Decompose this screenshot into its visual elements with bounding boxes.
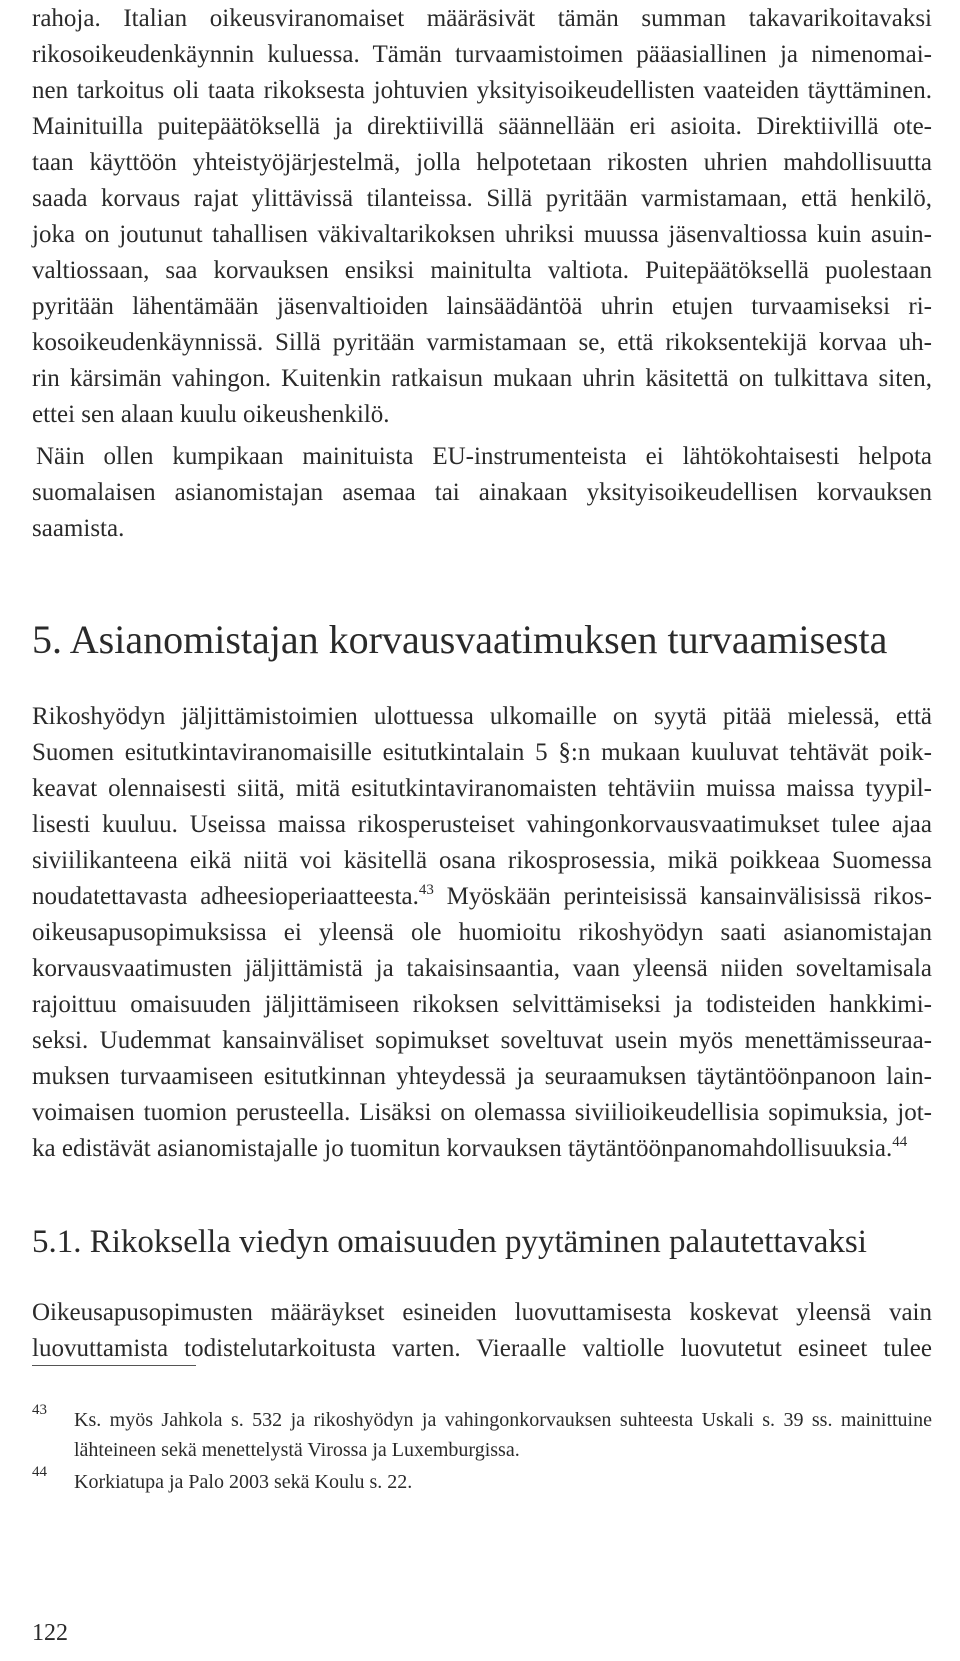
- footnote-number: 44: [32, 1464, 47, 1480]
- text-line: muksen turvaamiseen esitutkinnan yhteydessä ja seuraamuksen täytäntöönpanoon lain-: [32, 1063, 932, 1090]
- text-line: taan käyttöön yhteistyöjärjestelmä, jolla helpotetaan rikosten uhrien mahdollisuutta: [32, 149, 932, 176]
- footnote-reference-43[interactable]: 43: [418, 882, 434, 898]
- text-line: rahoja. Italian oikeusviranomaiset määräsivät tämän summan takavarikoitavaksi: [32, 5, 932, 32]
- text-line: keavat olennaisesti siitä, mitä esitutkintaviranomaisten tehtäviin muissa maissa tyypil-: [32, 775, 932, 802]
- text-line: suomalaisen asianomistajan asemaa tai ainakaan yksityisoikeudellisen korvauksen: [32, 479, 932, 506]
- text-line: [32, 880, 932, 920]
- text-span: ka edistävät asianomistajalle jo tuomitun korvauksen täytäntöönpanomahdollisuuksia.: [32, 1135, 893, 1162]
- text-line: rajoittuu omaisuuden jäljittämiseen rikoksen selvittämiseksi ja todisteiden hankkimi-: [32, 991, 932, 1018]
- text-line: Mainituilla puitepäätöksellä ja direktiivillä säännellään eri asioita. Direktiivillä ote-: [32, 113, 932, 140]
- text-line: Rikoshyödyn jäljittämistoimien ulottuessa ulkomaille on syytä pitää mielessä, että: [32, 703, 932, 730]
- text-line: korvausvaatimusten jäljittämistä ja takaisinsaantia, vaan yleensä niiden soveltamisala: [32, 955, 932, 982]
- section-heading: 5. Asianomistajan korvausvaatimuksen turvaamisesta: [32, 617, 888, 662]
- text-line: nen tarkoitus oli taata rikoksesta johtuvien yksityisoikeudellisten vaateiden täyttäminen.: [32, 77, 932, 104]
- footnote-reference-44[interactable]: 44: [892, 1134, 908, 1150]
- text-line: rin kärsimän vahingon. Kuitenkin ratkaisun mukaan uhrin käsitettä on tulkittava siten,: [32, 365, 932, 392]
- footnote-text-line: Korkiatupa ja Palo 2003 sekä Koulu s. 22.: [74, 1471, 413, 1493]
- text-line: luovuttamista todistelutarkoitusta varten. Vieraalle valtiolle luovutetut esineet tulee: [32, 1335, 932, 1362]
- text-line: valtiossaan, saa korvauksen ensiksi mainitulta valtiota. Puitepäätöksellä puolestaan: [32, 257, 932, 284]
- text-line: kosoikeudenkäynnissä. Sillä pyritään varmistamaan se, että rikoksentekijä korvaa uh-: [32, 329, 932, 356]
- text-line: saamista.: [32, 515, 125, 542]
- text-line: oikeusapusopimuksissa ei yleensä ole huomioitu rikoshyödyn saati asianomistajan: [32, 919, 932, 946]
- text-line: pyritään lähentämään jäsenvaltioiden lainsäädäntöä uhrin etujen turvaamiseksi ri-: [32, 293, 932, 320]
- text-line: seksi. Uudemmat kansainväliset sopimukset soveltuvat usein myös menettämisseuraa-: [32, 1027, 932, 1054]
- footnote-text-line: Ks. myös Jahkola s. 532 ja rikoshyödyn ja vahingonkorvauksen suhteesta Uskali s. 39 ss. mainittuine: [74, 1409, 932, 1431]
- text-line: Näin ollen kumpikaan mainituista EU-instrumenteista ei lähtökohtaisesti helpota: [36, 443, 932, 470]
- footnote-separator: [32, 1365, 196, 1366]
- text-line: ettei sen alaan kuulu oikeushenkilö.: [32, 401, 390, 428]
- text-line: Suomen esitutkintaviranomaisille esitutkintalain 5 §:n mukaan kuuluvat tehtävät poik-: [32, 739, 932, 766]
- footnote-number: 43: [32, 1402, 47, 1418]
- text-line: joka on joutunut tahallisen väkivaltarikoksen uhriksi muussa jäsenvaltiossa kuin asuin-: [32, 221, 932, 248]
- text-line: [32, 1132, 932, 1172]
- text-span: noudatettavasta adheesioperiaatteesta.: [32, 883, 419, 910]
- text-line: saada korvaus rajat ylittävissä tilanteissa. Sillä pyritään varmistamaan, että henkilö,: [32, 185, 932, 212]
- text-line: siviilikanteena eikä niitä voi käsitellä osana rikosprosessia, mikä poikkeaa Suomessa: [32, 847, 932, 874]
- footnote-text-line: lähteineen sekä menettelystä Virossa ja Luxemburgissa.: [74, 1439, 520, 1461]
- text-line: lisesti kuuluu. Useissa maissa rikosperusteiset vahingonkorvausvaatimukset tulee ajaa: [32, 811, 932, 838]
- page-number: 122: [32, 1620, 68, 1646]
- text-line: voimaisen tuomion perusteella. Lisäksi on olemassa siviilioikeudellisia sopimuksia, jot-: [32, 1099, 932, 1126]
- text-span: Myöskään perinteisissä kansainvälisissä rikos-: [433, 883, 932, 910]
- subsection-heading: 5.1. Rikoksella viedyn omaisuuden pyytäminen palautettavaksi: [32, 1224, 867, 1260]
- text-line: Oikeusapusopimusten määräykset esineiden luovuttamisesta koskevat yleensä vain: [32, 1299, 932, 1326]
- text-line: rikosoikeudenkäynnin kuluessa. Tämän turvaamistoimen pääasiallinen ja nimenomai-: [32, 41, 932, 68]
